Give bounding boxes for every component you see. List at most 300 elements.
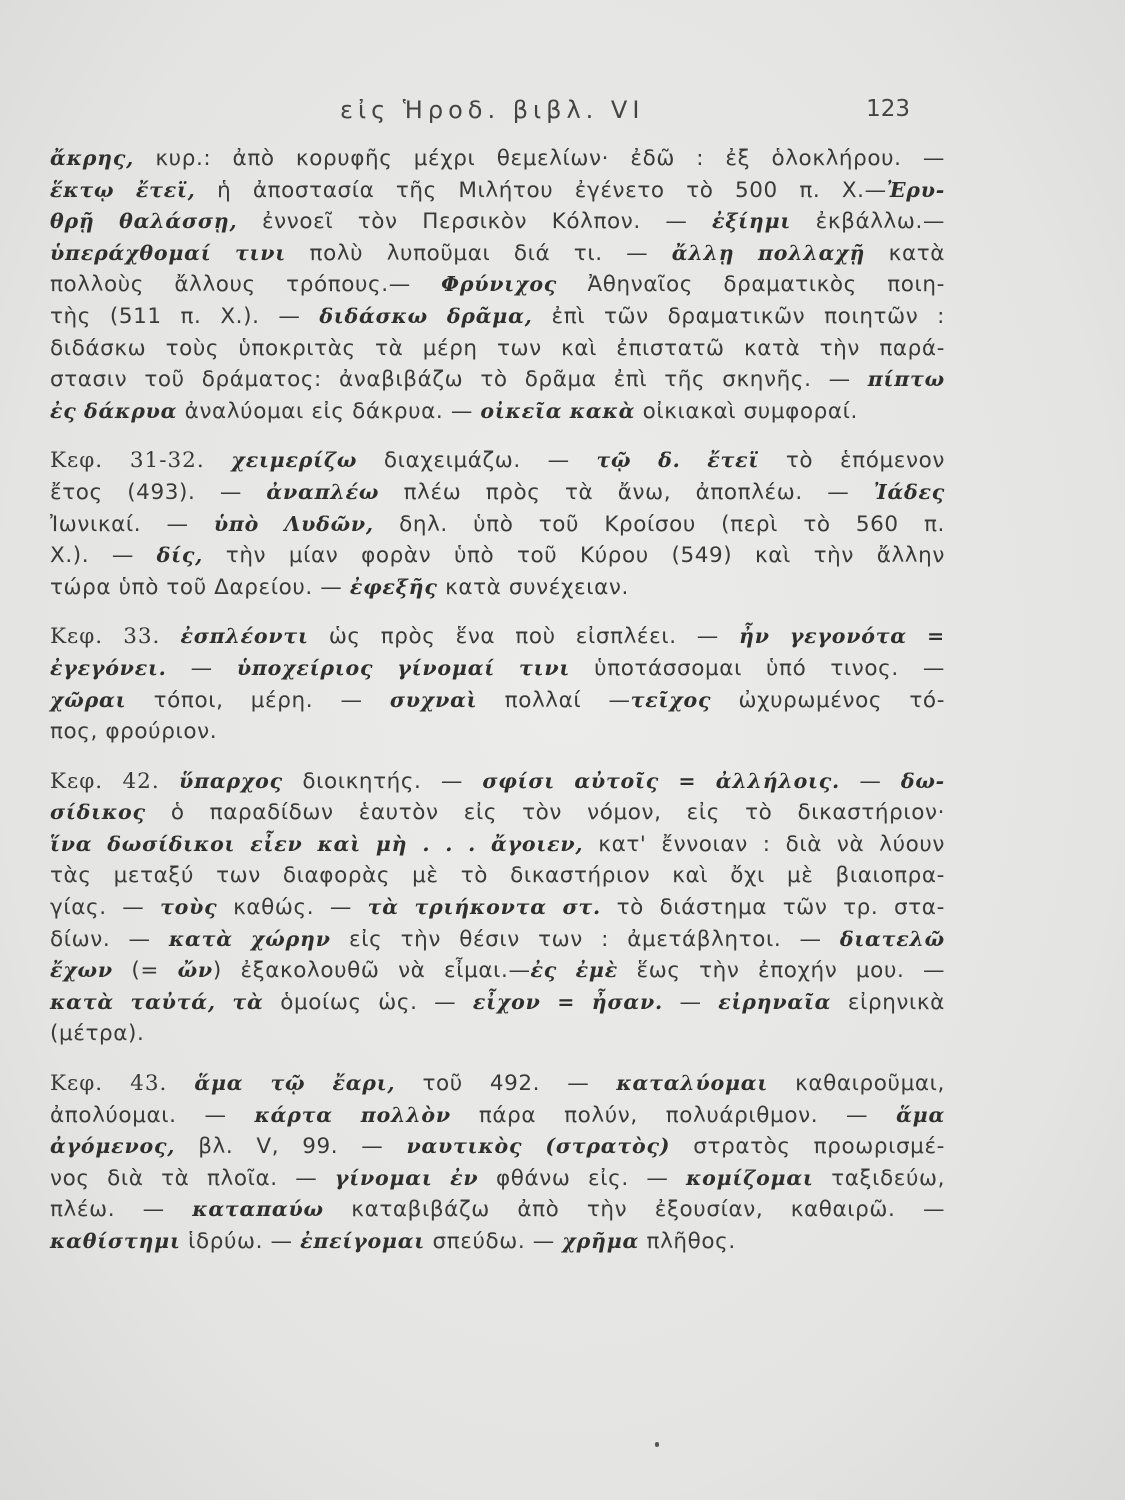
gloss-word: τὴν — [586, 1197, 628, 1223]
gloss-word: — — [204, 1102, 227, 1128]
gloss-word: ἀποπλέω. — [695, 479, 803, 505]
gloss-word: νὰ — [398, 958, 426, 984]
gloss-word: τῆς — [664, 367, 706, 393]
text-line — [50, 509, 945, 541]
lemma-word: ἔτεϊ, — [135, 177, 196, 202]
gloss-word: (549) — [671, 543, 733, 569]
word-space — [463, 1068, 490, 1100]
word-space — [805, 301, 824, 333]
word-space — [345, 399, 352, 424]
text-line — [50, 797, 945, 829]
word-space — [868, 1100, 896, 1132]
text-line — [50, 540, 945, 572]
word-space — [555, 766, 574, 798]
gloss-word: ἑαυτὸν — [358, 800, 439, 826]
word-space — [665, 175, 687, 207]
word-space — [233, 924, 251, 956]
lemma-word: δάκρυα — [83, 398, 178, 423]
gloss-word: καταβιβάζω — [351, 1197, 490, 1223]
word-space — [629, 1163, 647, 1195]
word-space — [461, 477, 485, 509]
gloss-word: ἐποχήν — [758, 958, 838, 984]
text-line — [50, 301, 945, 333]
word-space — [211, 238, 235, 270]
text-line — [50, 333, 945, 365]
word-space — [160, 621, 180, 653]
chapter-ref: Κεφ. — [50, 1071, 104, 1097]
gloss-word: Περσικὸν — [422, 209, 528, 235]
gloss-word: τό- — [909, 687, 946, 713]
word-space — [374, 509, 399, 541]
word-space — [553, 175, 575, 207]
lemma-word: = — [557, 989, 576, 1014]
lemma-word: εἶχον — [472, 989, 541, 1014]
gloss-word: — — [190, 655, 213, 681]
word-space — [103, 445, 130, 477]
gloss-word: ἄνω, — [617, 479, 672, 505]
gloss-word: ἀναβιβάζω — [338, 367, 464, 393]
lemma-word: μὴ — [375, 831, 408, 856]
gloss-word: πος, — [50, 719, 98, 745]
gloss-word: τόποι, — [153, 687, 224, 713]
gloss-word: καθώς. — [233, 895, 315, 921]
gloss-word: (μέτρα). — [50, 1021, 145, 1047]
paragraph — [50, 445, 945, 603]
word-space — [260, 301, 279, 333]
gloss-word: (511 — [109, 303, 162, 329]
word-space — [670, 1131, 693, 1163]
gloss-word: τὸ — [803, 511, 831, 537]
lemma-word: σφίσι — [482, 768, 555, 793]
gloss-word: γίας. — [50, 895, 107, 921]
gloss-word: πολύν, — [564, 1102, 638, 1128]
word-space — [317, 1163, 335, 1195]
word-space — [443, 399, 450, 424]
word-space — [422, 766, 441, 798]
word-space — [557, 540, 580, 572]
word-space — [860, 333, 879, 365]
gloss-word: διάστημα — [659, 895, 768, 921]
word-space — [476, 829, 491, 861]
lemma-word: δίς, — [156, 543, 204, 568]
lemma-word: πολλὸν — [360, 1102, 451, 1127]
word-space — [497, 797, 522, 829]
gloss-word: ἔτος — [50, 479, 103, 505]
gloss-word: καὶ — [561, 335, 597, 361]
gloss-word: πλοῖα. — [206, 1165, 278, 1191]
lemma-word: ἀναπλέω — [266, 479, 380, 504]
page-header — [50, 96, 910, 128]
gloss-word: τοῦ — [422, 1071, 463, 1097]
lemma-word: ἐφεξῆς — [349, 574, 438, 599]
gloss-word: — — [440, 768, 463, 794]
word-space — [593, 477, 617, 509]
gloss-word: μεταξύ — [113, 863, 195, 889]
text-line — [50, 143, 945, 175]
lemma-word: ἔτεϊ — [707, 448, 760, 473]
gloss-word: ἐννοεῖ — [261, 209, 334, 235]
word-space — [242, 477, 266, 509]
word-space — [263, 1229, 270, 1254]
gloss-word: εἰς — [311, 398, 345, 424]
word-space — [696, 509, 721, 541]
gloss-word: ἀπολύομαι. — [50, 1102, 177, 1128]
gloss-word: τι. — [573, 240, 603, 266]
lemma-word: . — [468, 831, 477, 856]
gloss-word: τοῦ — [144, 367, 185, 393]
word-space — [527, 206, 552, 238]
word-space — [603, 238, 627, 270]
lemma-word: ἅμα — [194, 1071, 244, 1096]
gloss-word: τὴν — [400, 926, 441, 952]
word-space — [107, 892, 123, 924]
word-space — [609, 924, 627, 956]
gloss-word: — — [679, 989, 702, 1015]
lemma-word: ἵνα — [50, 831, 93, 856]
gloss-word: πολὺ — [309, 240, 364, 266]
word-space — [581, 685, 608, 717]
gloss-word: : — [601, 926, 609, 952]
word-space — [286, 238, 310, 270]
gloss-word: τῶν — [782, 895, 828, 921]
gloss-word: τὰ — [161, 1165, 190, 1191]
word-space — [822, 829, 837, 861]
gloss-word: ἐδῶ — [630, 146, 675, 171]
word-space — [144, 269, 174, 301]
gloss-word: εἰς — [463, 800, 498, 826]
chapter-ref: Κεφ. — [50, 448, 104, 474]
lemma-word: πίπτω — [867, 367, 945, 392]
text-line — [50, 238, 945, 270]
word-space — [635, 399, 642, 424]
word-space — [338, 540, 361, 572]
lemma-word: κατὰ — [50, 989, 114, 1014]
gloss-word: ἀπὸ — [517, 1197, 560, 1223]
word-space — [849, 477, 873, 509]
gloss-word: Χ.— — [841, 177, 887, 203]
paragraph — [50, 621, 945, 747]
lemma-word: δρᾶμα, — [446, 303, 533, 328]
text-line — [50, 955, 945, 987]
word-space — [334, 797, 359, 829]
word-space — [488, 860, 510, 892]
word-space — [803, 477, 827, 509]
word-space — [597, 333, 616, 365]
text-line — [50, 206, 945, 238]
word-space — [293, 1229, 300, 1254]
word-space — [151, 924, 169, 956]
gloss-word: τὸ — [745, 800, 773, 826]
gloss-word: φρούριον. — [105, 719, 218, 745]
word-space — [217, 892, 233, 924]
lemma-word: οἰκεῖα — [480, 398, 563, 423]
word-space — [878, 892, 894, 924]
word-space — [719, 621, 739, 653]
word-space — [562, 399, 569, 424]
word-space — [448, 509, 473, 541]
word-space — [639, 1229, 646, 1254]
word-space — [597, 364, 614, 396]
word-space — [233, 1131, 256, 1163]
word-space — [363, 685, 390, 717]
gloss-word: ὑποτάσσομαι — [594, 655, 742, 681]
gloss-word: — — [665, 209, 688, 235]
lemma-word: ταὐτά, — [130, 989, 216, 1014]
word-space — [425, 955, 444, 987]
gloss-word: ὑπὸ — [453, 543, 495, 569]
word-space — [570, 445, 597, 477]
gloss-word: 500 — [735, 177, 778, 203]
gloss-word: ἐπὶ — [613, 367, 648, 393]
word-space — [92, 860, 114, 892]
word-space — [231, 175, 253, 207]
word-space — [857, 269, 887, 301]
lemma-word: διατελῶ — [839, 926, 945, 951]
word-space — [831, 509, 856, 541]
lemma-word: τοὺς — [160, 895, 218, 920]
text-line — [50, 1163, 945, 1195]
word-space — [800, 333, 819, 365]
word-space — [146, 797, 171, 829]
commentary-text — [50, 143, 945, 1258]
gloss-word: — — [922, 655, 945, 681]
gloss-word: τοὺς — [165, 335, 220, 361]
word-space — [609, 143, 630, 175]
word-space — [237, 206, 262, 238]
word-space — [390, 860, 412, 892]
word-space — [765, 860, 787, 892]
word-space — [720, 797, 745, 829]
lemma-word: ἐγεγόνει. — [50, 655, 167, 680]
lemma-word: = — [926, 624, 945, 649]
gloss-word: τὰ — [375, 335, 404, 361]
paragraph — [50, 143, 945, 427]
gloss-word: — — [340, 687, 363, 713]
word-space — [392, 143, 413, 175]
word-space — [430, 829, 445, 861]
word-space — [812, 364, 829, 396]
lemma-word: ἀγόμενος, — [50, 1134, 176, 1159]
chapter-ref: Κεφ. — [50, 768, 104, 794]
lemma-word: καθίστημι — [50, 1229, 181, 1253]
gloss-word: νὰ — [836, 831, 865, 857]
word-space — [314, 892, 330, 924]
gloss-word: δραματικὸς — [723, 272, 857, 298]
word-space — [550, 238, 574, 270]
gloss-word: των — [538, 926, 583, 952]
chapter-ref: 43. — [130, 1071, 168, 1097]
gloss-word: 492. — [489, 1071, 541, 1097]
word-space — [126, 685, 153, 717]
text-line — [50, 1068, 945, 1100]
word-space — [725, 333, 744, 365]
word-space — [865, 238, 889, 270]
word-space — [374, 175, 396, 207]
word-space — [579, 509, 604, 541]
word-space — [714, 175, 736, 207]
word-space — [439, 860, 461, 892]
word-space — [907, 621, 927, 653]
lemma-word: καὶ — [317, 831, 361, 856]
word-space — [501, 575, 508, 600]
gloss-word: — — [646, 1165, 669, 1191]
word-space — [103, 1068, 130, 1100]
gloss-word: ὑπὸ — [118, 574, 159, 600]
gloss-word: — — [450, 398, 473, 424]
lemma-word: καταπαύω — [192, 1197, 324, 1222]
text-line — [50, 269, 945, 301]
lemma-word: γίνομαι — [334, 1165, 433, 1190]
word-space — [203, 540, 226, 572]
word-space — [395, 1068, 422, 1100]
word-space — [557, 269, 587, 301]
word-space — [141, 509, 166, 541]
lemma-word: ὤν — [177, 958, 213, 983]
gloss-word: μέχρι — [413, 146, 476, 171]
gloss-word: Δαρείου. — [214, 574, 313, 600]
word-space — [771, 829, 786, 861]
word-space — [570, 1163, 588, 1195]
word-space — [160, 766, 179, 798]
word-space — [159, 955, 178, 987]
word-space — [659, 766, 678, 798]
word-space — [575, 987, 592, 1019]
gloss-word: ὑπό — [766, 655, 807, 681]
word-space — [185, 364, 202, 396]
word-space — [711, 685, 738, 717]
gloss-word: δικαστήριον — [510, 863, 651, 889]
gloss-word: των — [496, 335, 542, 361]
lemma-word: Ἐρυ- — [886, 177, 946, 202]
gloss-word: στα- — [894, 895, 945, 921]
gloss-word: ποιη- — [887, 272, 945, 298]
word-space — [739, 955, 758, 987]
word-space — [508, 364, 525, 396]
lemma-word: τὰ — [367, 895, 399, 920]
lemma-word: εἰρηναῖα — [718, 989, 832, 1014]
text-line — [50, 1131, 945, 1163]
word-space — [399, 892, 415, 924]
lemma-word: τὰ — [232, 989, 264, 1014]
gloss-word: — — [320, 574, 343, 600]
lemma-word: ὑπὸ — [213, 511, 260, 536]
word-space — [357, 445, 384, 477]
word-space — [362, 987, 379, 1019]
text-line — [50, 716, 945, 748]
word-space — [259, 509, 284, 541]
gloss-word: ὑποκριτὰς — [238, 335, 356, 361]
gloss-word: οἰκιακαὶ — [642, 398, 737, 424]
gloss-word: διδάσκω — [50, 335, 147, 361]
word-space — [918, 301, 937, 333]
gloss-word: ἄλλην — [876, 543, 945, 569]
gloss-word: μου. — [855, 958, 905, 984]
chapter-ref: 42. — [122, 768, 160, 794]
gloss-word: τὸν — [357, 209, 398, 235]
word-space — [649, 540, 672, 572]
gloss-word: 99. — [302, 1134, 339, 1160]
word-space — [436, 621, 456, 653]
word-space — [662, 797, 687, 829]
gloss-word: ἐξουσίαν, — [654, 1197, 764, 1223]
lemma-word: ἄλλῃ — [671, 240, 735, 265]
gloss-word: τὸ — [686, 177, 714, 203]
word-space — [382, 924, 400, 956]
gloss-word: ταξιδεύω, — [831, 1165, 946, 1191]
lemma-word: δωσίδικοι — [107, 831, 236, 856]
lemma-word: ἦν — [738, 624, 770, 649]
word-space — [650, 860, 672, 892]
gloss-word: — — [567, 1071, 590, 1097]
gloss-word: πλέω. — [50, 1197, 116, 1223]
lemma-word: ἐμὲ — [575, 958, 618, 983]
gloss-word: — — [434, 989, 457, 1015]
gloss-word: ἐγένετο — [574, 177, 665, 203]
word-space — [195, 477, 219, 509]
word-space — [881, 766, 900, 798]
word-space — [134, 143, 155, 175]
lemma-word: διδάσκω — [319, 303, 428, 328]
word-space — [705, 364, 722, 396]
word-space — [167, 1068, 194, 1100]
word-space — [227, 1100, 255, 1132]
word-space — [418, 987, 435, 1019]
word-space — [541, 987, 558, 1019]
gloss-word: δίων. — [50, 926, 111, 952]
word-space — [583, 829, 598, 861]
print-speck — [655, 1442, 659, 1447]
gloss-word: τώρα — [50, 574, 112, 600]
gloss-word: τῆς — [395, 177, 437, 203]
gloss-word: — — [922, 1197, 946, 1223]
gloss-word: δάκρυα. — [352, 398, 444, 424]
gloss-word: ἑπόμενον — [839, 448, 945, 474]
paragraph — [50, 766, 945, 1050]
gloss-word: ἡ — [217, 177, 232, 203]
word-space — [818, 1100, 846, 1132]
word-space — [490, 1194, 517, 1226]
text-line — [50, 445, 945, 477]
word-space — [521, 445, 548, 477]
word-space — [778, 175, 800, 207]
gloss-word: πολλοὺς — [50, 272, 144, 298]
gloss-word: ἀποστασία — [252, 177, 375, 203]
gloss-word: διά — [513, 240, 551, 266]
word-space — [768, 1068, 795, 1100]
lemma-word: Φρύνιχος — [441, 272, 558, 297]
word-space — [453, 829, 468, 861]
word-space — [494, 540, 517, 572]
word-space — [696, 766, 715, 798]
gloss-word: λύουν — [879, 831, 946, 857]
gloss-word: καὶ — [672, 863, 709, 889]
word-space — [361, 621, 381, 653]
word-space — [748, 829, 763, 861]
word-space — [261, 860, 283, 892]
word-space — [177, 399, 184, 424]
lemma-word: χρῆμα — [562, 1229, 640, 1253]
word-space — [704, 143, 725, 175]
word-space — [895, 1194, 922, 1226]
lemma-word: = — [678, 768, 697, 793]
word-space — [379, 477, 403, 509]
word-space — [767, 892, 783, 924]
word-space — [213, 653, 237, 685]
gloss-word: Χ.). — [50, 543, 90, 569]
word-space — [791, 540, 814, 572]
gloss-word: τοῦ — [516, 543, 558, 569]
word-space — [541, 477, 565, 509]
